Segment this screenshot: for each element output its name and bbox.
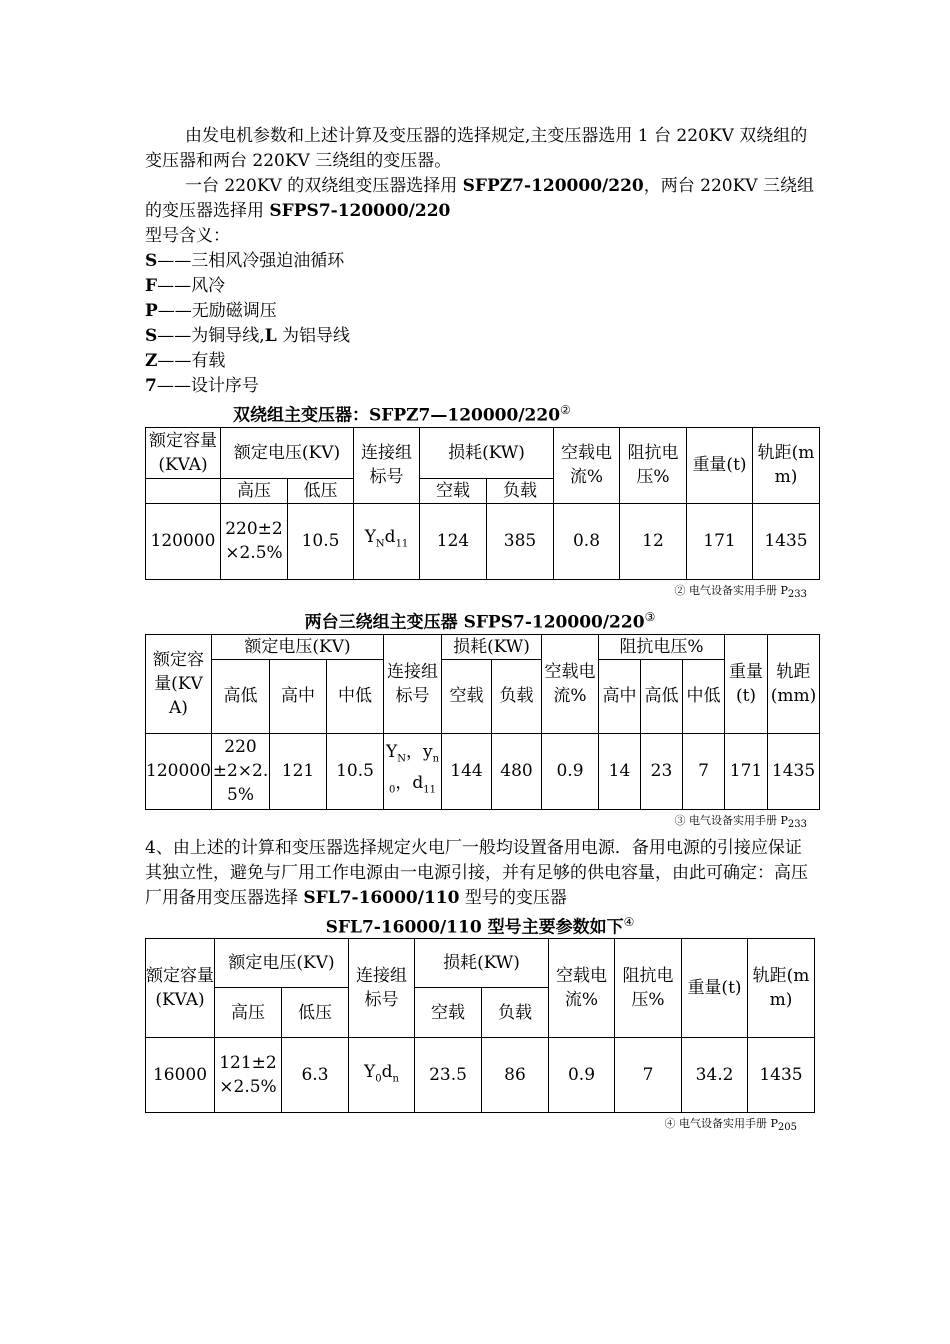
table1-source: ② 电气设备实用手册 $P_{233}$	[674, 583, 807, 600]
cell-high-voltage: 121±2×2.5%	[215, 1038, 282, 1113]
section4-text: 4、由上述的计算和变压器选择规定火电厂一般均设置备用电源．备用电源的引接应保证其独立性，避免与厂用工作电源由一电源引接，并有足够的供电容量，由此可确定：高压厂用备用变压器选择	[145, 837, 808, 908]
header-capacity: 额定容量(KVA)	[146, 634, 212, 733]
definition-text: ——三相风冷强迫油循环	[157, 251, 345, 271]
header-low: 低压	[288, 478, 354, 503]
intro-text-1: 由发电机参数和上述计算及变压器的选择规定,主变压器选用 1 台 220KV 双绕组的变压器和两台 220KV 三绕组的变压器。	[145, 126, 808, 171]
cell-connection: $Y_Nd_{11}$	[354, 503, 420, 579]
cell-imp-high-mid: 14	[599, 733, 641, 809]
header-impedance: 阻抗电压%	[620, 427, 687, 503]
table2	[145, 634, 820, 810]
table2-caption	[145, 606, 815, 634]
cell-load-loss: 480	[492, 733, 542, 809]
intro-paragraph-2	[145, 174, 815, 224]
header-noload-current: 空载电流%	[542, 634, 599, 733]
definition-code: P	[145, 301, 158, 321]
header-imp-high-low: 高低	[641, 659, 683, 733]
definition-item	[145, 324, 815, 349]
definition-item	[145, 299, 815, 324]
definition-code: 7	[145, 376, 157, 396]
definition-text: ——有载	[157, 351, 226, 371]
definition-code: F	[145, 276, 158, 296]
header-impedance: 阻抗电压%	[615, 939, 682, 1038]
cell-weight: 171	[687, 503, 753, 579]
definition-text: ——为铜导线,	[157, 326, 265, 346]
header-impedance: 阻抗电压%	[599, 634, 725, 659]
cell-imp-mid-low: 7	[683, 733, 725, 809]
cell-noload-current: 0.9	[549, 1038, 615, 1113]
header-load: 负载	[482, 988, 549, 1038]
header-low: 低压	[282, 988, 349, 1038]
cell-connection: $Y_0d_n$	[349, 1038, 415, 1113]
header-weight: 重量(t)	[682, 939, 748, 1038]
header-gauge: 轨距(mm)	[768, 634, 820, 733]
definition-item	[145, 349, 815, 374]
model-two-winding: SFPZ7-120000/220	[462, 176, 644, 196]
header-rated-voltage: 额定电压(KV)	[212, 634, 384, 659]
cell-noload-loss: 23.5	[415, 1038, 482, 1113]
header-high-low: 高低	[212, 659, 270, 733]
header-high: 高压	[221, 478, 288, 503]
cell-load-loss: 385	[487, 503, 554, 579]
definition-item	[145, 374, 815, 399]
definition-text: ——无励磁调压	[157, 301, 277, 321]
cell-impedance: 7	[615, 1038, 682, 1113]
definition-code: Z	[145, 351, 158, 371]
cell-low-voltage: 10.5	[288, 503, 354, 579]
table1-caption-text: 双绕组主变压器：SFPZ7—120000/220	[233, 405, 561, 426]
cell-imp-high-low: 23	[641, 733, 683, 809]
table3	[145, 938, 815, 1113]
table1-caption	[145, 399, 815, 427]
model-meaning-heading: 型号含义：	[145, 226, 230, 246]
definition-item	[145, 274, 815, 299]
header-loss: 损耗(KW)	[442, 634, 542, 659]
header-noload: 空载	[442, 659, 492, 733]
header-connection: 连接组标号	[354, 427, 420, 503]
model-three-winding: SFPS7-120000/220	[269, 201, 451, 221]
table3-caption-text: SFL7-16000/110 型号主要参数如下	[325, 917, 624, 938]
header-noload: 空载	[415, 988, 482, 1038]
cell-noload-current: 0.9	[542, 733, 599, 809]
cell-capacity: 120000	[146, 503, 221, 579]
table1	[145, 427, 820, 580]
cell-capacity: 16000	[146, 1038, 215, 1113]
table3-footnote-mark: ④	[623, 914, 635, 929]
header-high: 高压	[215, 988, 282, 1038]
header-load: 负载	[487, 478, 554, 503]
table1-footnote-mark: ②	[560, 403, 571, 417]
cell-connection: $Y_N$，$y_{n0}$，$d_{11}$	[384, 733, 442, 809]
cell-high-voltage: 220±2×2.5%	[212, 733, 270, 809]
cell-low-voltage: 10.5	[327, 733, 384, 809]
cell-noload-loss: 124	[420, 503, 487, 579]
header-capacity: 额定容量(KVA)	[146, 939, 215, 1038]
cell-noload-current: 0.8	[554, 503, 620, 579]
header-noload-current: 空载电流%	[549, 939, 615, 1038]
section4-text-end: 型号的变压器	[459, 887, 567, 908]
table2-footnote-mark: ③	[644, 609, 656, 624]
header-imp-mid-low: 中低	[683, 659, 725, 733]
cell-gauge: 1435	[768, 733, 820, 809]
cell-impedance: 12	[620, 503, 687, 579]
header-imp-high-mid: 高中	[599, 659, 641, 733]
table2-caption-text: 两台三绕组主变压器 SFPS7-120000/220	[304, 612, 645, 633]
definition-code: S	[145, 251, 158, 271]
intro-text-2a: 一台 220KV 的双绕组变压器选择用	[185, 176, 463, 196]
header-load: 负载	[492, 659, 542, 733]
header-connection: 连接组标号	[349, 939, 415, 1038]
cell-weight: 34.2	[682, 1038, 748, 1113]
header-capacity: 额定容量(KVA)	[146, 427, 221, 478]
cell-gauge: 1435	[748, 1038, 815, 1113]
header-loss: 损耗(KW)	[415, 939, 549, 988]
cell-load-loss: 86	[482, 1038, 549, 1113]
header-gauge: 轨距(mm)	[753, 427, 820, 503]
header-capacity-cont	[146, 478, 221, 503]
document-page	[145, 124, 815, 1140]
definition-text: 为铝导线	[276, 326, 351, 346]
cell-capacity: 120000	[146, 733, 212, 809]
model-standby: SFL7-16000/110	[303, 887, 460, 908]
intro-text-2c: ，两台 220KV 三绕组的变压器选择用	[145, 176, 814, 221]
header-gauge: 轨距(mm)	[748, 939, 815, 1038]
definition-code: L	[264, 326, 277, 346]
header-loss: 损耗(KW)	[420, 427, 554, 478]
section4-paragraph	[145, 836, 815, 911]
table2-source: ③ 电气设备实用手册 $P_{233}$	[674, 813, 807, 830]
definition-text: ——设计序号	[156, 376, 259, 396]
header-weight: 重量(t)	[687, 427, 753, 503]
cell-mid-voltage: 121	[270, 733, 327, 809]
intro-paragraph-1	[145, 124, 815, 174]
table3-caption	[145, 911, 815, 939]
definition-text: ——风冷	[157, 276, 226, 296]
header-weight: 重量(t)	[725, 634, 768, 733]
header-noload-current: 空载电流%	[554, 427, 620, 503]
header-rated-voltage: 额定电压(KV)	[221, 427, 354, 478]
definition-code: S	[145, 326, 158, 346]
cell-low-voltage: 6.3	[282, 1038, 349, 1113]
header-rated-voltage: 额定电压(KV)	[215, 939, 349, 988]
cell-gauge: 1435	[753, 503, 820, 579]
header-high-mid: 高中	[270, 659, 327, 733]
header-noload: 空载	[420, 478, 487, 503]
cell-weight: 171	[725, 733, 768, 809]
cell-noload-loss: 144	[442, 733, 492, 809]
header-connection: 连接组标号	[384, 634, 442, 733]
definition-item	[145, 249, 815, 274]
header-mid-low: 中低	[327, 659, 384, 733]
cell-high-voltage: 220±2×2.5%	[221, 503, 288, 579]
table3-source: ④ 电气设备实用手册 $P_{205}$	[664, 1117, 797, 1134]
